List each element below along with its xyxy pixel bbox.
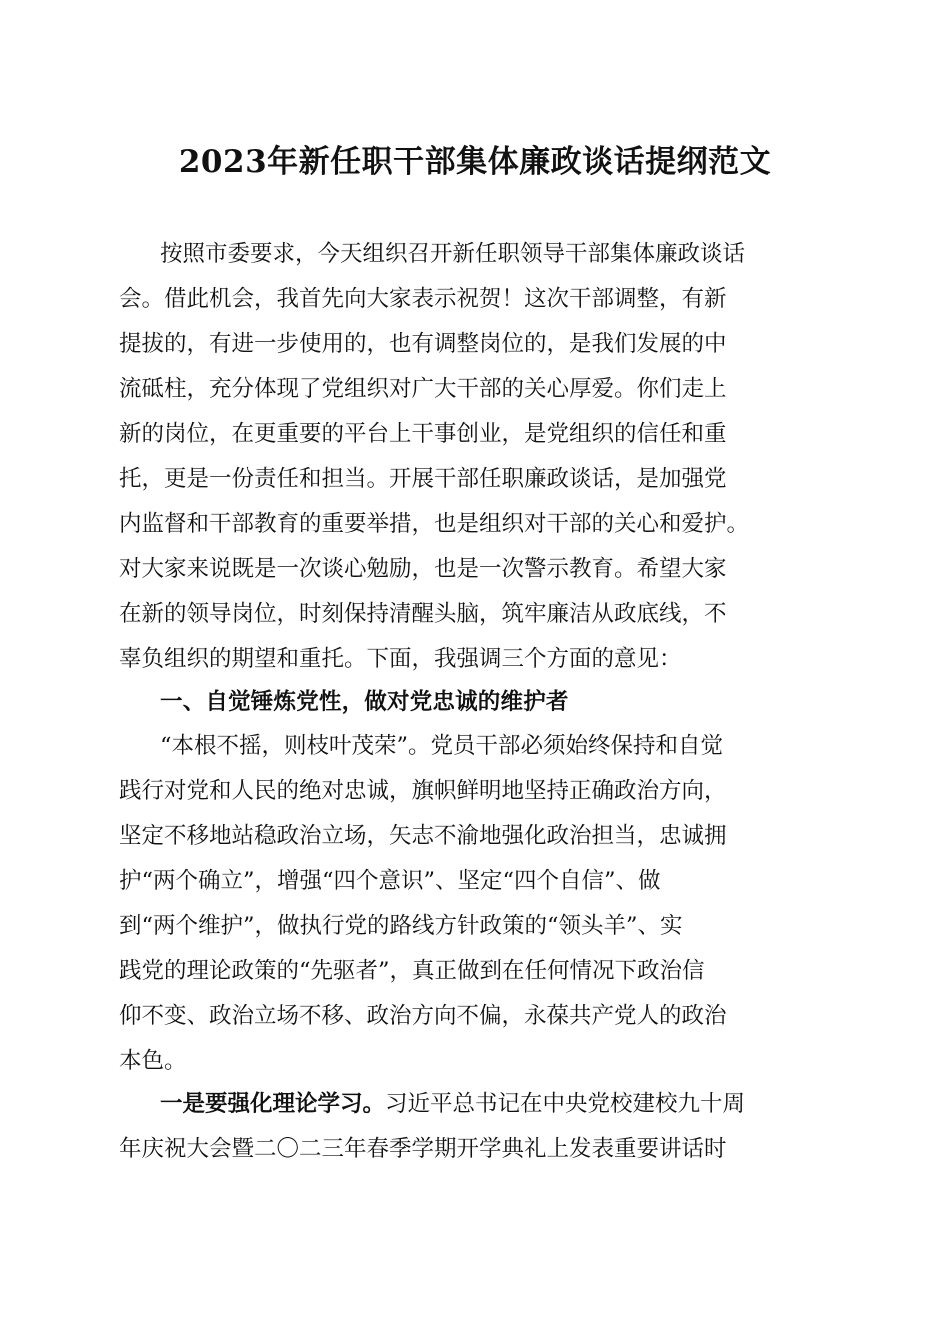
section-line: 仰不变、政治立场不移、政治方向不偏，永葆共产党人的政治 [119,1003,727,1029]
intro-line: 提拔的，有进一步使用的，也有调整岗位的，是我们发展的中 [119,331,727,357]
intro-line: 新的岗位，在更重要的平台上干事创业，是党组织的信任和重 [119,421,727,447]
section-line: 护“两个确立”，增强“四个意识”、坚定“四个自信”、做 [119,868,661,894]
intro-line: 辜负组织的期望和重托。下面，我强调三个方面的意见： [119,646,682,672]
intro-line: 对大家来说既是一次谈心勉励，也是一次警示教育。希望大家 [119,556,727,582]
point-one-line-2: 年庆祝大会暨二〇二三年春季学期开学典礼上发表重要讲话时 [119,1136,727,1162]
intro-line: 在新的领导岗位，时刻保持清醒头脑，筑牢廉洁从政底线，不 [119,601,727,627]
section-line: 本色。 [119,1048,187,1074]
intro-line: 按照市委要求，今天组织召开新任职领导干部集体廉政谈话 [160,241,746,267]
point-one-text: 习近平总书记在中央党校建校九十周 [385,1091,746,1117]
section-line: “本根不摇，则枝叶茂荣”。党员干部必须始终保持和自觉 [160,733,724,759]
section-line: 到“两个维护”，做执行党的路线方针政策的“领头羊”、实 [119,913,683,939]
intro-line: 内监督和干部教育的重要举措，也是组织对干部的关心和爱护。 [119,511,750,537]
intro-line: 托，更是一份责任和担当。开展干部任职廉政谈话，是加强党 [119,466,727,492]
point-one-lead: 一是要强化理论学习。 [160,1091,386,1117]
point-one-line [160,1081,745,1127]
intro-line: 流砥柱，充分体现了党组织对广大干部的关心厚爱。你们走上 [119,376,727,402]
document-title: 2023年新任职干部集体廉政谈话提纲范文 [178,144,772,180]
section-line: 践党的理论政策的“先驱者”，真正做到在任何情况下政治信 [119,958,705,984]
section-line: 坚定不移地站稳政治立场，矢志不渝地强化政治担当，忠诚拥 [119,823,727,849]
intro-line: 会。借此机会，我首先向大家表示祝贺！这次干部调整，有新 [119,286,727,312]
section-line: 践行对党和人民的绝对忠诚，旗帜鲜明地坚持正确政治方向， [119,778,727,804]
section-heading: 一、自觉锤炼党性，做对党忠诚的维护者 [160,689,569,715]
